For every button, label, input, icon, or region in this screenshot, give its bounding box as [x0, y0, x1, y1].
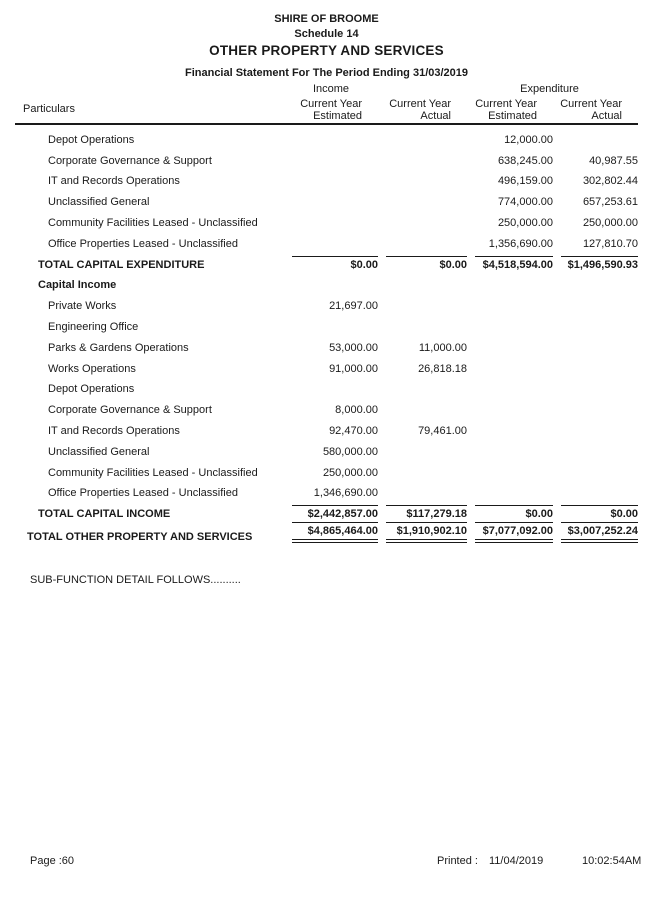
sub-function-note: SUB-FUNCTION DETAIL FOLLOWS..........: [30, 573, 241, 586]
statement-subtitle: Financial Statement For The Period Ending 31/03/2019: [184, 67, 469, 79]
row-value: [553, 290, 638, 295]
row-value: [284, 290, 378, 295]
row-value: [284, 166, 378, 171]
table-row: [15, 233, 638, 254]
row-label: Community Facilities Leased - Unclassified: [48, 466, 258, 479]
row-label: Works Operations: [48, 362, 136, 375]
row-value: [284, 332, 378, 337]
row-value: 40,987.55: [589, 154, 638, 167]
row-value: 250,000.00: [497, 216, 553, 229]
row-value: $0.00: [553, 505, 638, 524]
table-row: [15, 171, 638, 192]
table-row: [15, 191, 638, 212]
income-group-header: Income: [312, 83, 350, 95]
schedule-number: Schedule 14: [294, 28, 359, 40]
row-value: [378, 394, 467, 399]
row-value: [553, 145, 638, 150]
row-value: [378, 290, 467, 295]
row-value: [467, 353, 553, 358]
printed-label: Printed :: [437, 855, 478, 867]
row-value: 127,810.70: [582, 237, 638, 250]
row-value: [378, 228, 467, 233]
row-label: Office Properties Leased - Unclassified: [48, 237, 238, 250]
row-value: [467, 394, 553, 399]
page-number: Page :60: [30, 855, 75, 867]
row-value: [467, 478, 553, 483]
table-row: [15, 483, 638, 504]
row-value: $4,865,464.00: [284, 522, 378, 547]
table-row: [15, 441, 638, 462]
row-value: [378, 478, 467, 483]
financial-table: [15, 82, 638, 547]
row-value: 496,159.00: [497, 175, 553, 188]
table-row: [15, 358, 638, 379]
column-header-row: [15, 99, 638, 122]
table-header: [15, 82, 638, 125]
row-value: $0.00: [284, 256, 378, 275]
row-value: 8,000.00: [335, 404, 378, 417]
row-label: Capital Income: [38, 279, 117, 292]
row-label: Unclassified General: [48, 445, 150, 458]
income-estimated-column-header: Current Year Estimated: [300, 98, 362, 122]
row-label: TOTAL CAPITAL EXPENDITURE: [38, 258, 205, 271]
table-row: [15, 295, 638, 316]
row-value: [553, 457, 638, 462]
expenditure-group-header: Expenditure: [520, 83, 579, 95]
row-value: 250,000.00: [582, 216, 638, 229]
row-value: [378, 207, 467, 212]
row-value: [378, 166, 467, 171]
row-value: [378, 186, 467, 191]
row-value: [378, 332, 467, 337]
row-value: [378, 457, 467, 462]
row-label: Corporate Governance & Support: [48, 404, 212, 417]
row-label: Private Works: [48, 300, 117, 313]
particulars-column-header: Particulars: [23, 103, 75, 115]
table-row: [15, 129, 638, 150]
row-value: 12,000.00: [504, 133, 553, 146]
row-value: [467, 332, 553, 337]
row-value: [284, 186, 378, 191]
row-value: [467, 498, 553, 503]
income-actual-column-header: Current Year Actual: [389, 98, 451, 122]
row-value: [378, 311, 467, 316]
row-value: 1,356,690.00: [488, 237, 553, 250]
table-row: [15, 275, 638, 296]
row-value: $1,910,902.10: [378, 522, 467, 547]
row-value: [378, 415, 467, 420]
row-value: 11,000.00: [418, 341, 467, 354]
table-row: [15, 462, 638, 483]
row-value: [467, 436, 553, 441]
row-value: [284, 394, 378, 399]
row-value: [467, 374, 553, 379]
table-row: [15, 212, 638, 233]
row-value: 657,253.61: [582, 196, 638, 209]
row-value: [553, 415, 638, 420]
row-value: 580,000.00: [322, 445, 378, 458]
row-label: Unclassified General: [48, 196, 150, 209]
row-value: 53,000.00: [329, 341, 378, 354]
row-value: [284, 145, 378, 150]
row-value: [467, 311, 553, 316]
document-header: [0, 0, 653, 79]
row-label: Corporate Governance & Support: [48, 154, 212, 167]
row-value: [284, 207, 378, 212]
row-label: Office Properties Leased - Unclassified: [48, 487, 238, 500]
table-row: [15, 254, 638, 275]
row-label: TOTAL OTHER PROPERTY AND SERVICES: [27, 530, 253, 543]
row-value: 91,000.00: [329, 362, 378, 375]
row-value: $7,077,092.00: [467, 522, 553, 547]
row-value: [553, 374, 638, 379]
row-value: $117,279.18: [378, 505, 467, 524]
row-value: [553, 332, 638, 337]
table-row: [15, 337, 638, 358]
organisation-name: SHIRE OF BROOME: [274, 13, 379, 25]
row-value: [284, 228, 378, 233]
row-value: 250,000.00: [322, 466, 378, 479]
page-title: OTHER PROPERTY AND SERVICES: [209, 43, 444, 58]
table-row: [15, 420, 638, 441]
row-label: Community Facilities Leased - Unclassified: [48, 216, 258, 229]
row-value: 774,000.00: [497, 196, 553, 209]
row-value: 26,818.18: [418, 362, 467, 375]
row-value: [467, 415, 553, 420]
row-value: [467, 457, 553, 462]
row-value: 21,697.00: [329, 300, 378, 313]
row-value: [378, 249, 467, 254]
row-value: $0.00: [378, 256, 467, 275]
row-label: IT and Records Operations: [48, 175, 180, 188]
row-value: 1,346,690.00: [313, 487, 378, 500]
row-label: Parks & Gardens Operations: [48, 341, 189, 354]
table-row: [15, 316, 638, 337]
expenditure-estimated-column-header: Current Year Estimated: [475, 98, 537, 122]
row-value: $1,496,590.93: [553, 256, 638, 275]
row-value: 79,461.00: [418, 424, 467, 437]
row-value: [553, 353, 638, 358]
table-row: [15, 399, 638, 420]
printed-date: 11/04/2019: [489, 855, 544, 867]
row-value: [553, 498, 638, 503]
printed-time: 10:02:54AM: [582, 855, 642, 867]
row-value: [553, 436, 638, 441]
row-value: [553, 394, 638, 399]
row-value: [553, 311, 638, 316]
row-value: $3,007,252.24: [553, 522, 638, 547]
row-value: [284, 249, 378, 254]
table-row: [15, 150, 638, 171]
expenditure-actual-column-header: Current Year Actual: [560, 98, 622, 122]
row-value: 302,802.44: [582, 175, 638, 188]
table-row: [15, 379, 638, 400]
row-value: $2,442,857.00: [284, 505, 378, 524]
row-value: $0.00: [467, 505, 553, 524]
row-value: $4,518,594.00: [467, 256, 553, 275]
row-value: 638,245.00: [497, 154, 553, 167]
row-value: 92,470.00: [329, 424, 378, 437]
row-label: IT and Records Operations: [48, 424, 180, 437]
row-value: [467, 290, 553, 295]
row-label: TOTAL CAPITAL INCOME: [38, 508, 171, 521]
row-value: [378, 145, 467, 150]
table-rows: [15, 125, 638, 547]
row-value: [553, 478, 638, 483]
row-label: Depot Operations: [48, 133, 135, 146]
row-label: Depot Operations: [48, 383, 135, 396]
row-value: [378, 498, 467, 503]
table-row: [15, 526, 638, 547]
row-label: Engineering Office: [48, 320, 139, 333]
